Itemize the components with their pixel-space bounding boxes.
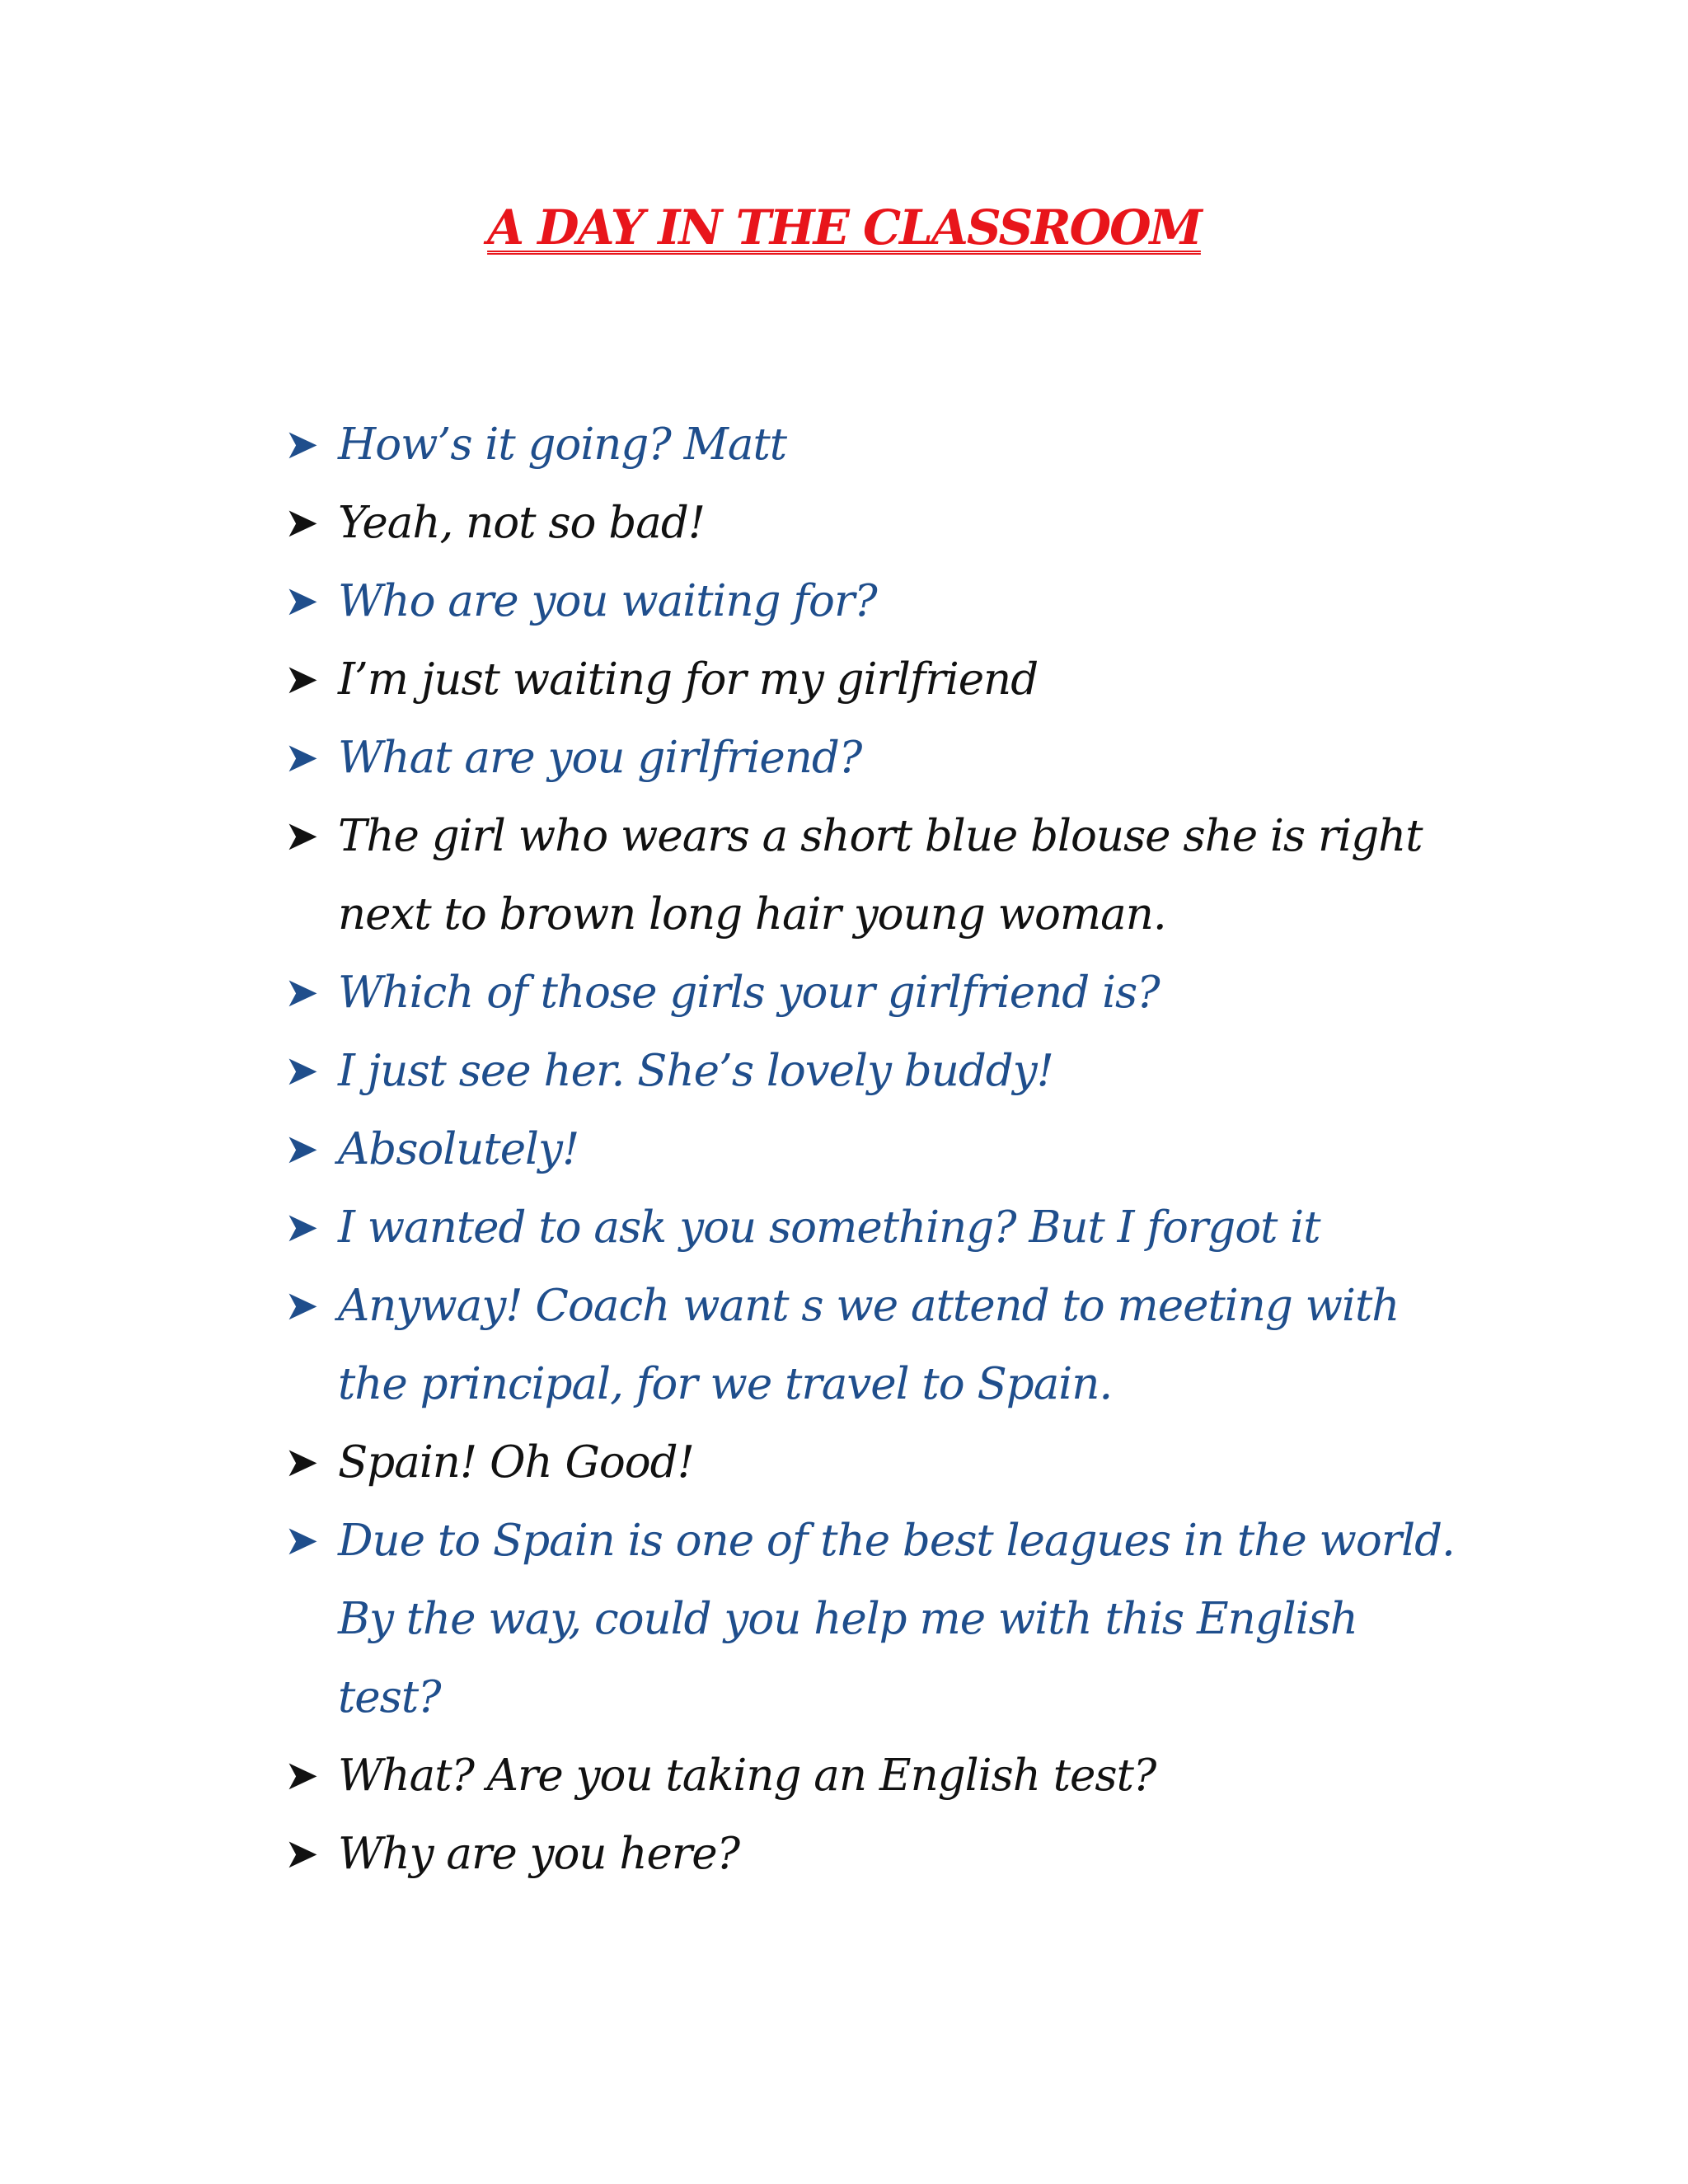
- dialogue-line: [284, 1423, 1463, 1502]
- dialogue-line: [284, 405, 1463, 484]
- line-text: I just see her. She’s lovely buddy!: [338, 1046, 1053, 1096]
- arrowhead-bullet-icon: ➤: [284, 1282, 318, 1329]
- document-title: [0, 194, 1688, 260]
- line-text: Who are you waiting for?: [338, 576, 877, 626]
- dialogue-list: [284, 405, 1463, 1893]
- dialogue-line: [284, 1032, 1463, 1110]
- line-text: Absolutely!: [338, 1124, 579, 1174]
- arrowhead-bullet-icon: ➤: [284, 812, 318, 860]
- line-text: Anyway! Coach want s we attend to meeting with the principal, for we travel to Spain.: [338, 1281, 1400, 1409]
- arrowhead-bullet-icon: ➤: [284, 968, 318, 1016]
- arrowhead-bullet-icon: ➤: [284, 420, 318, 468]
- dialogue-line: [284, 1815, 1463, 1893]
- line-text: What are you girlfriend?: [338, 733, 862, 783]
- arrowhead-bullet-icon: ➤: [284, 577, 318, 625]
- dialogue-line: [284, 562, 1463, 640]
- dialogue-line: [284, 1267, 1463, 1423]
- line-text: I’m just waiting for my girlfriend: [338, 654, 1039, 705]
- line-text: Which of those girls your girlfriend is?: [338, 968, 1160, 1018]
- arrowhead-bullet-icon: ➤: [284, 499, 318, 546]
- dialogue-line: [284, 719, 1463, 797]
- dialogue-line: [284, 1110, 1463, 1188]
- arrowhead-bullet-icon: ➤: [284, 1830, 318, 1877]
- line-text: Due to Spain is one of the best leagues in the world. By the way, could you help me with this English test?: [338, 1516, 1455, 1722]
- arrowhead-bullet-icon: ➤: [284, 1751, 318, 1799]
- dialogue-line: [284, 1502, 1463, 1736]
- title-text: A DAY IN THE CLASSROOM: [487, 199, 1201, 255]
- line-text: How’s it going? Matt: [338, 419, 787, 470]
- arrowhead-bullet-icon: ➤: [284, 1203, 318, 1251]
- arrowhead-bullet-icon: ➤: [284, 733, 318, 781]
- arrowhead-bullet-icon: ➤: [284, 655, 318, 703]
- line-text: What? Are you taking an English test?: [338, 1750, 1156, 1801]
- arrowhead-bullet-icon: ➤: [284, 1047, 318, 1094]
- dialogue-line: [284, 1188, 1463, 1267]
- dialogue-line: [284, 1736, 1463, 1815]
- dialogue-line: [284, 484, 1463, 562]
- dialogue-line: [284, 640, 1463, 719]
- dialogue-line: [284, 797, 1463, 954]
- line-text: Yeah, not so bad!: [338, 498, 706, 548]
- line-text: Spain! Oh Good!: [338, 1437, 694, 1488]
- arrowhead-bullet-icon: ➤: [284, 1516, 318, 1564]
- arrowhead-bullet-icon: ➤: [284, 1125, 318, 1173]
- dialogue-line: [284, 954, 1463, 1032]
- line-text: The girl who wears a short blue blouse she is right next to brown long hair young woman.: [338, 811, 1423, 940]
- arrowhead-bullet-icon: ➤: [284, 1438, 318, 1486]
- line-text: I wanted to ask you something? But I forgot it: [338, 1202, 1320, 1253]
- line-text: Why are you here?: [338, 1829, 739, 1879]
